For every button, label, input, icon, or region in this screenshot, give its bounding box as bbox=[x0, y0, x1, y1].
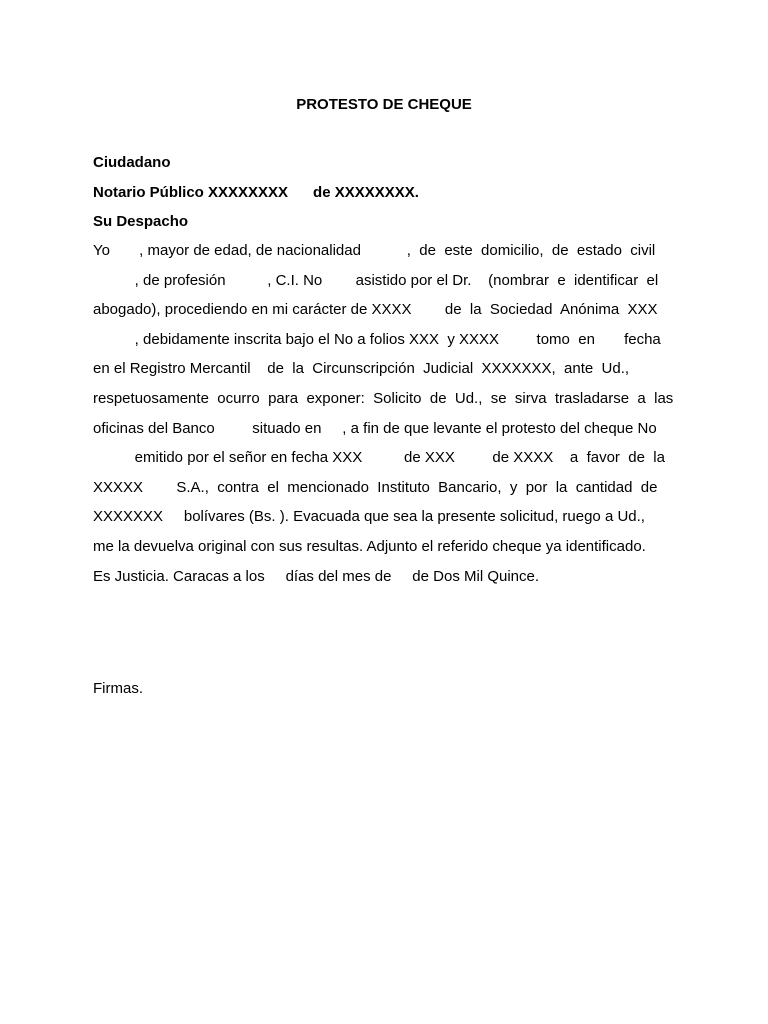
document-title: PROTESTO DE CHEQUE bbox=[296, 96, 472, 113]
notary-line: Notario Público XXXXXXXX de XXXXXXXX. bbox=[93, 184, 419, 201]
body-paragraph bbox=[93, 236, 675, 591]
body-line-1: Yo , mayor de edad, de nacionalidad , de este domicilio, de estado civil bbox=[93, 242, 656, 259]
body-line-10: XXXXXXX bolívares (Bs. ). Evacuada que sea la presente solicitud, ruego a Ud., bbox=[93, 508, 645, 526]
body-line-8: emitido por el señor en fecha XXX de XXX de XXXX a favor de la bbox=[93, 449, 665, 467]
office-line: Su Despacho bbox=[93, 213, 189, 230]
signature-label: Firmas. bbox=[93, 680, 143, 697]
body-line-4: , debidamente inscrita bajo el No a folios XXX y XXXX tomo en fecha bbox=[93, 330, 661, 348]
body-line-7: oficinas del Banco situado en , a fin de que levante el protesto del cheque No bbox=[93, 419, 657, 437]
addressee-line: Ciudadano bbox=[93, 154, 171, 171]
body-line-12: Es Justicia. Caracas a los días del mes de de Dos Mil Quince. bbox=[93, 567, 540, 585]
body-line-3: abogado), procediendo en mi carácter de XXXX de la Sociedad Anónima XXX bbox=[93, 301, 658, 319]
body-line-2: , de profesión , C.I. No asistido por el Dr. (nombrar e identificar el bbox=[93, 271, 659, 289]
body-line-11: me la devuelva original con sus resultas. Adjunto el referido cheque ya identificado. bbox=[93, 537, 646, 555]
body-line-6: respetuosamente ocurro para exponer: Solicito de Ud., se sirva trasladarse a las bbox=[93, 389, 674, 407]
body-line-5: en el Registro Mercantil de la Circunscripción Judicial XXXXXXX, ante Ud., bbox=[93, 360, 630, 378]
body-line-9: XXXXX S.A., contra el mencionado Instituto Bancario, y por la cantidad de bbox=[93, 478, 658, 496]
